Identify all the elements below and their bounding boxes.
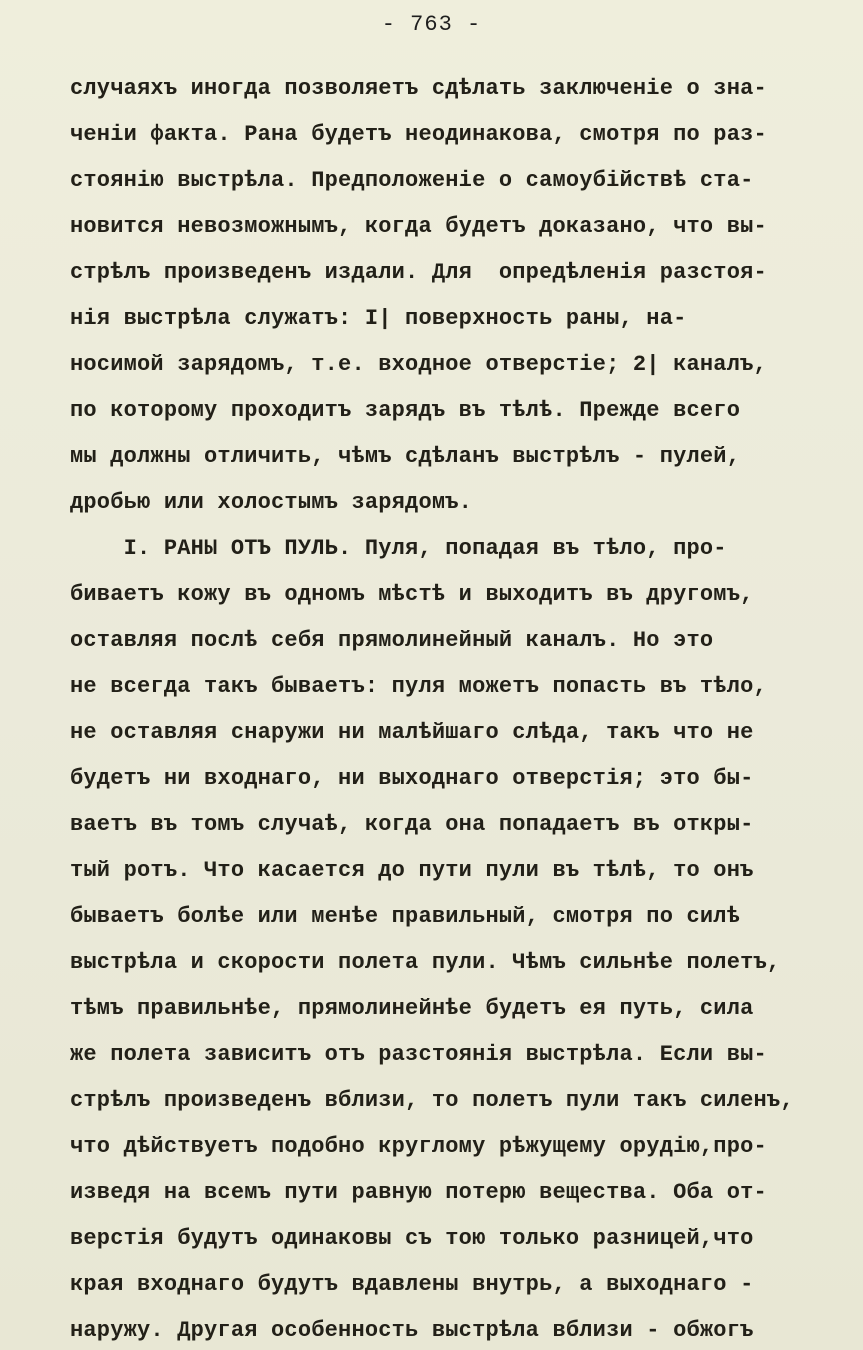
text-line: не всегда такъ бываетъ: пуля можетъ попасть въ тѣло, [70,674,767,699]
text-line: мы должны отличить, чѣмъ сдѣланъ выстрѣлъ - пулей, [70,444,741,469]
text-line: края входнаго будутъ вдавлены внутрь, а выходнаго - [70,1272,754,1297]
text-line: тый ротъ. Что касается до пути пули въ тѣлѣ, то онъ [70,858,754,883]
text-line: верстія будутъ одинаковы съ тою только разницей,что [70,1226,754,1251]
text-line: ченіи факта. Рана будетъ неодинакова, смотря по раз- [70,122,767,147]
text-line: выстрѣла и скорости полета пули. Чѣмъ сильнѣе полетъ, [70,950,781,975]
text-line: по которому проходитъ зарядъ въ тѣлѣ. Прежде всего [70,398,741,423]
text-line: ваетъ въ томъ случаѣ, когда она попадаетъ въ откры- [70,812,754,837]
text-line: носимой зарядомъ, т.е. входное отверстіе; 2| каналъ, [70,352,767,377]
text-line: оставляя послѣ себя прямолинейный каналъ. Но это [70,628,714,653]
text-line: наружу. Другая особенность выстрѣла вблизи - обжогъ [70,1318,754,1343]
text-line: изведя на всемъ пути равную потерю вещества. Оба от- [70,1180,767,1205]
text-line: дробью или холостымъ зарядомъ. [70,490,473,515]
text-line: стоянію выстрѣла. Предположеніе о самоубійствѣ ста- [70,168,754,193]
text-line: новится невозможнымъ, когда будетъ доказано, что вы- [70,214,767,239]
text-line: что дѣйствуетъ подобно круглому рѣжущему орудію,про- [70,1134,767,1159]
page-number: - 763 - [381,12,482,37]
text-line: I. РАНЫ ОТЪ ПУЛЬ. Пуля, попадая въ тѣло, про- [70,536,727,561]
text-line: биваетъ кожу въ одномъ мѣстѣ и выходитъ въ другомъ, [70,582,754,607]
text-line: случаяхъ иногда позволяетъ сдѣлать заключеніе о зна- [70,76,767,101]
text-line: тѣмъ правильнѣе, прямолинейнѣе будетъ ея путь, сила [70,996,754,1021]
text-line: стрѣлъ произведенъ издали. Для опредѣленія разстоя- [70,260,767,285]
text-line: будетъ ни входнаго, ни выходнаго отверстія; это бы- [70,766,754,791]
text-line: стрѣлъ произведенъ вблизи, то полетъ пули такъ силенъ, [70,1088,794,1113]
text-line: же полета зависитъ отъ разстоянія выстрѣла. Если вы- [70,1042,767,1067]
text-line: бываетъ болѣе или менѣе правильный, смотря по силѣ [70,904,741,929]
text-line: не оставляя снаружи ни малѣйшаго слѣда, такъ что не [70,720,754,745]
text-line: нія выстрѣла служатъ: I| поверхность раны, на- [70,306,687,331]
